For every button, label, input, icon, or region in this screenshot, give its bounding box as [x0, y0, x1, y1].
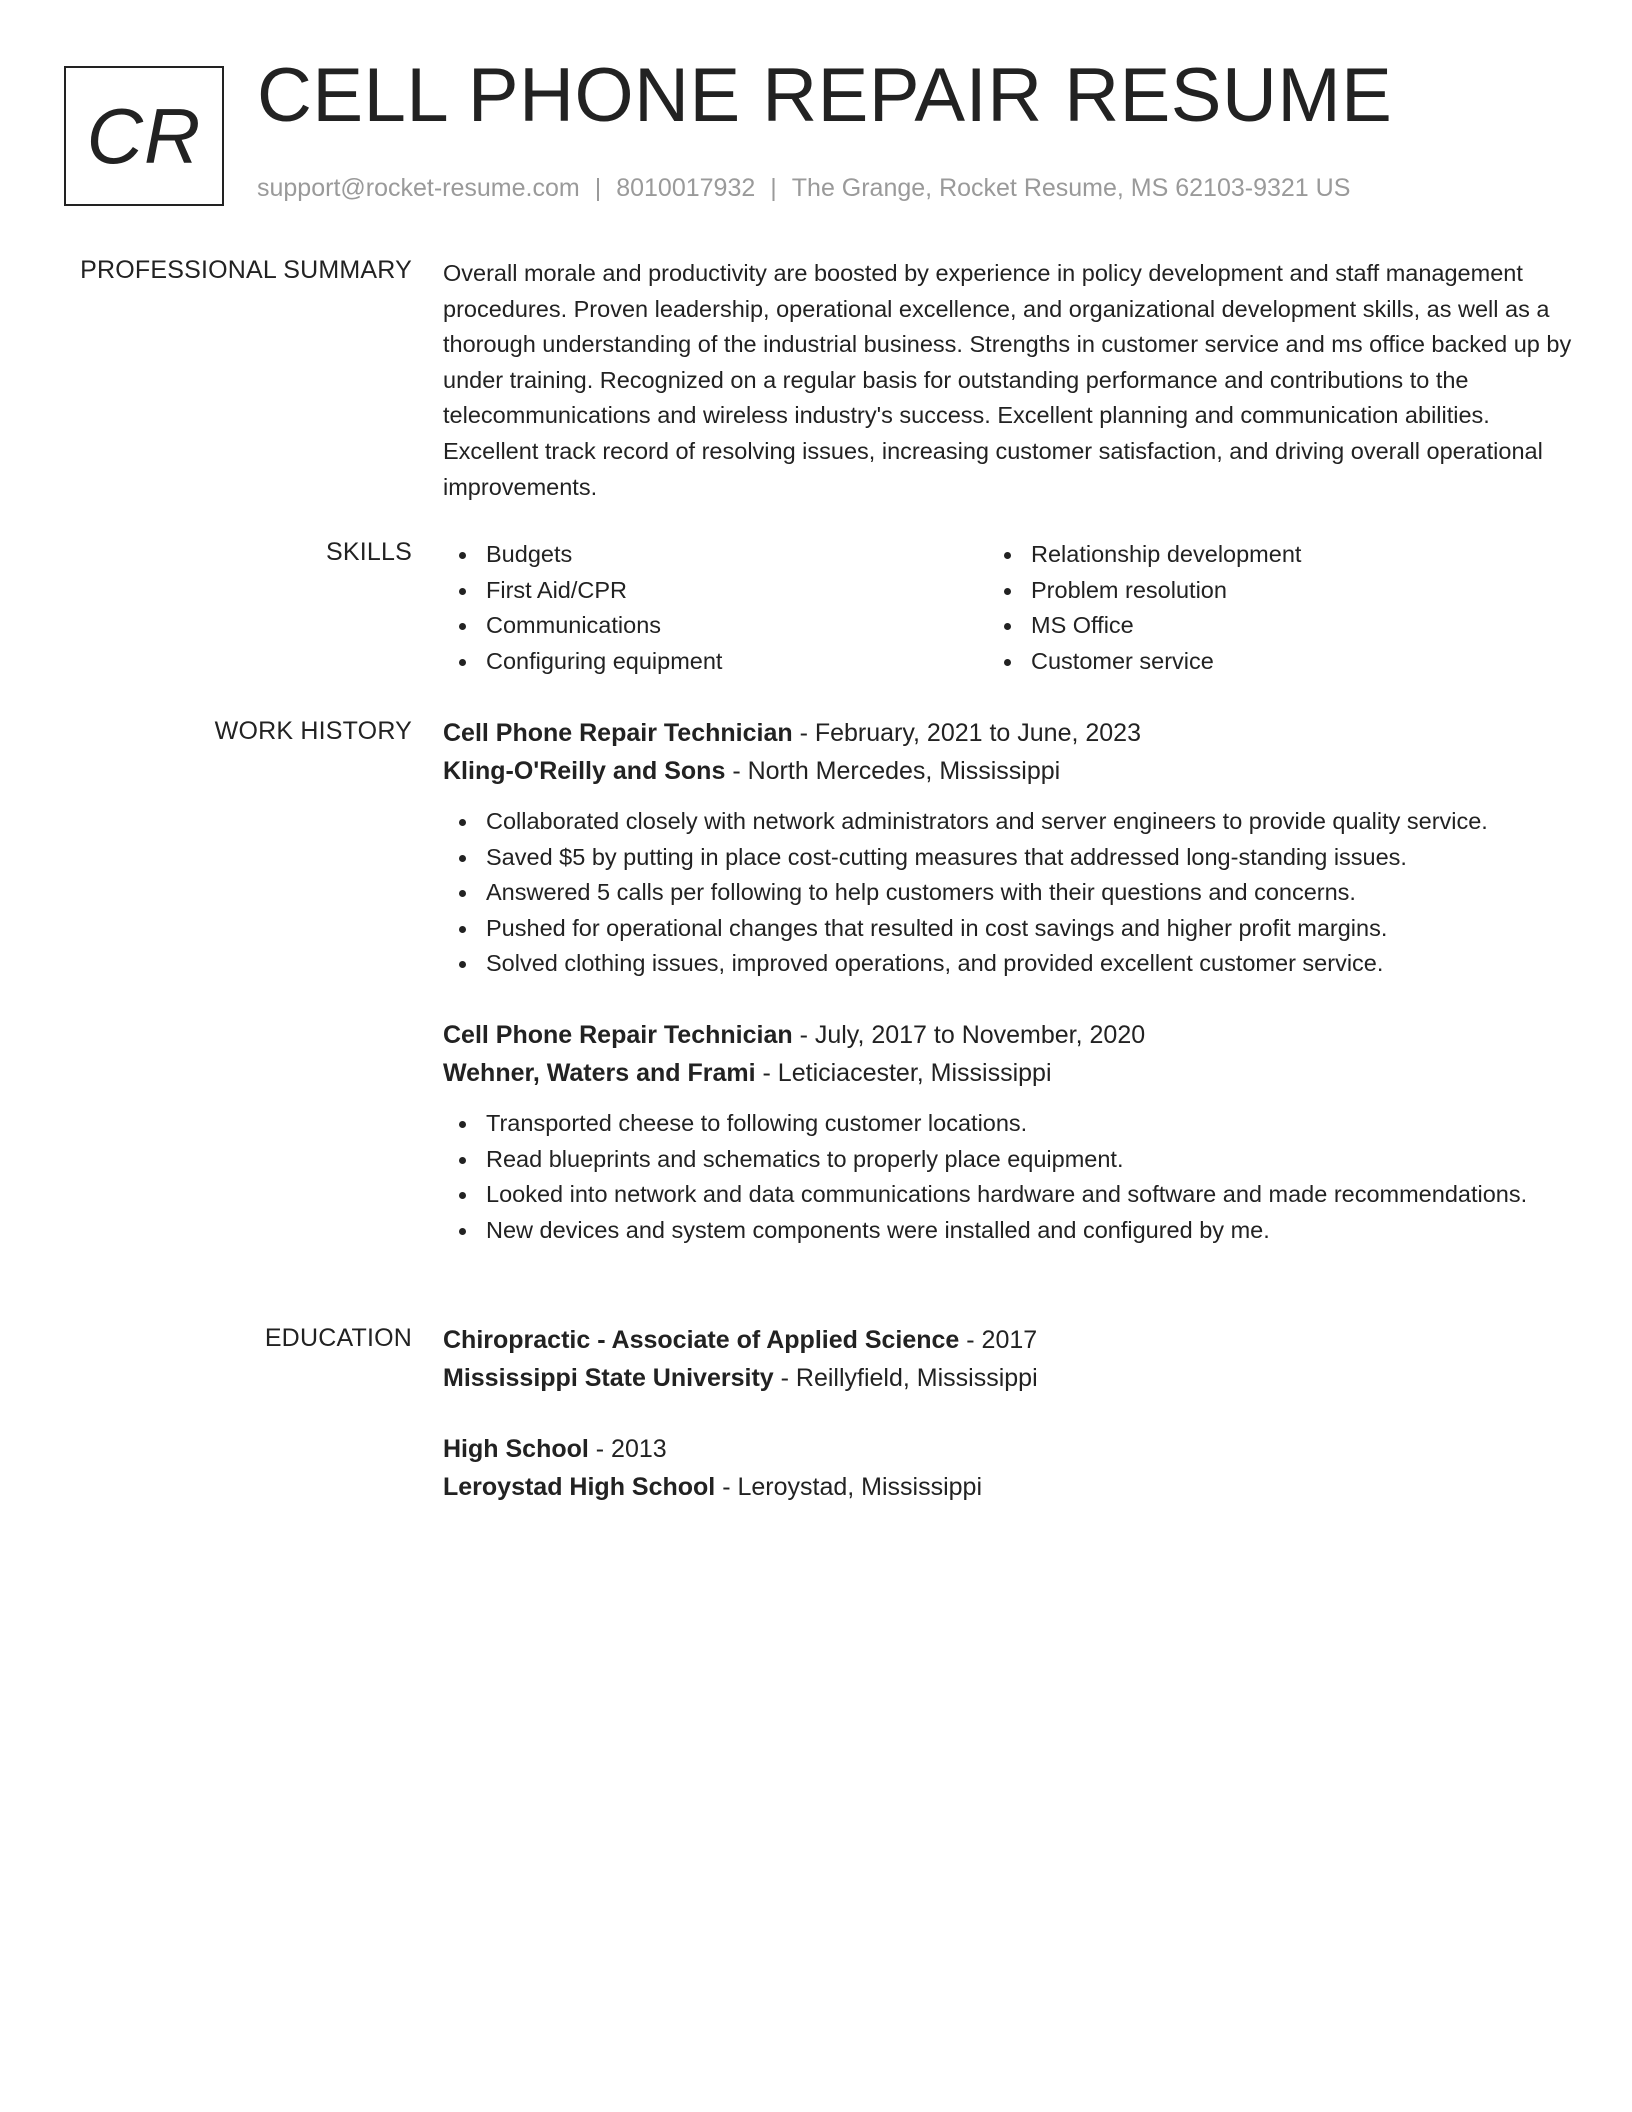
job-location: - North Mercedes, Mississippi	[725, 757, 1061, 785]
school-line	[443, 1468, 1573, 1506]
skills-column-left	[443, 537, 988, 679]
summary-heading: PROFESSIONAL SUMMARY	[80, 256, 412, 284]
bullet-dot	[459, 588, 466, 595]
job-duty	[443, 1106, 1573, 1142]
bullet-dot	[459, 890, 466, 897]
summary-section	[443, 256, 1573, 505]
bullet-dot	[459, 552, 466, 559]
job-duty-text: Collaborated closely with network administrators and server engineers to provide quality service.	[486, 808, 1488, 834]
job-duties-list	[443, 804, 1573, 982]
job-duty	[443, 946, 1573, 982]
job-dates: - July, 2017 to November, 2020	[792, 1020, 1146, 1049]
job-location: - Leticiacester, Mississippi	[755, 1058, 1052, 1087]
job-title: Cell Phone Repair Technician	[443, 1020, 793, 1049]
education-entry	[443, 1430, 1573, 1506]
job-company: Wehner, Waters and Frami	[443, 1058, 756, 1087]
degree-line	[443, 1321, 1573, 1359]
degree-year: - 2017	[959, 1326, 1038, 1354]
bullet-dot	[1004, 588, 1011, 595]
bullet-dot	[459, 1121, 466, 1128]
skill-item-text: Budgets	[486, 541, 573, 567]
bullet-dot	[459, 1192, 466, 1199]
job-duty	[443, 911, 1573, 947]
bullet-dot	[459, 659, 466, 666]
skill-item	[443, 573, 988, 609]
skill-item	[988, 644, 1533, 680]
school-location: - Reillyfield, Mississippi	[773, 1364, 1038, 1392]
contact-line	[257, 174, 1350, 203]
job-dates: - February, 2021 to June, 2023	[792, 719, 1141, 747]
school-location: - Leroystad, Mississippi	[715, 1473, 983, 1501]
monogram-logo: CR	[64, 66, 224, 206]
job-duty	[443, 840, 1573, 876]
skill-item	[443, 537, 988, 573]
job-duty-text: Looked into network and data communications hardware and software and made recommendations.	[486, 1181, 1528, 1208]
job-title-line	[443, 714, 1573, 752]
bullet-dot	[459, 819, 466, 826]
work-history-section	[443, 714, 1573, 1282]
skill-item-text: Problem resolution	[1031, 576, 1227, 603]
job-duty-text: Answered 5 calls per following to help customers with their questions and concerns.	[486, 879, 1356, 906]
contact-address: The Grange, Rocket Resume, MS 62103-9321 US	[791, 174, 1351, 202]
skill-item-text: Relationship development	[1031, 541, 1302, 567]
job-company: Kling-O'Reilly and Sons	[443, 757, 726, 785]
skill-item-text: MS Office	[1031, 612, 1134, 639]
contact-email: support@rocket-resume.com	[257, 174, 580, 202]
job-title-line	[443, 1016, 1573, 1054]
job-duty	[443, 1142, 1573, 1178]
skill-item	[443, 608, 988, 644]
skills-section	[443, 537, 1573, 679]
job-duty-text: Pushed for operational changes that resulted in cost savings and higher profit margins.	[486, 914, 1388, 941]
job-duty-text: Solved clothing issues, improved operations, and provided excellent customer service.	[486, 950, 1384, 977]
job-title: Cell Phone Repair Technician	[443, 719, 793, 747]
education-section	[443, 1321, 1573, 1539]
bullet-dot	[1004, 659, 1011, 666]
degree-name: High School	[443, 1435, 589, 1463]
contact-separator: |	[770, 174, 777, 202]
education-heading: EDUCATION	[264, 1324, 412, 1352]
contact-phone: 8010017932	[616, 174, 756, 202]
skill-item-text: Communications	[486, 612, 662, 639]
skill-item-text: First Aid/CPR	[486, 576, 628, 603]
job-duty	[443, 875, 1573, 911]
skill-item	[988, 537, 1533, 573]
bullet-dot	[459, 1157, 466, 1164]
job-duty	[443, 1177, 1573, 1213]
skill-item	[988, 608, 1533, 644]
education-entry	[443, 1321, 1573, 1397]
skill-item	[988, 573, 1533, 609]
job-duty	[443, 804, 1573, 840]
bullet-dot	[459, 926, 466, 933]
job-entry	[443, 1016, 1573, 1248]
job-entry	[443, 714, 1573, 982]
contact-separator: |	[594, 174, 602, 202]
skill-item	[443, 644, 988, 680]
school-line	[443, 1359, 1573, 1397]
degree-name: Chiropractic - Associate of Applied Science	[443, 1326, 960, 1354]
resume-title: CELL PHONE REPAIR RESUME	[257, 53, 1393, 138]
bullet-dot	[1004, 552, 1011, 559]
job-duty-text: Read blueprints and schematics to properly place equipment.	[486, 1145, 1124, 1172]
work-history-heading: WORK HISTORY	[214, 717, 412, 745]
skill-item-text: Customer service	[1031, 647, 1214, 674]
job-duty-text: Saved $5 by putting in place cost-cutting measures that addressed long-standing issues.	[486, 843, 1407, 870]
bullet-dot	[459, 961, 466, 968]
job-duties-list	[443, 1106, 1573, 1248]
bullet-dot	[459, 855, 466, 862]
school-name: Leroystad High School	[443, 1473, 716, 1501]
job-duty-text: Transported cheese to following customer locations.	[486, 1109, 1028, 1136]
skills-column-right	[988, 537, 1533, 679]
job-company-line	[443, 1054, 1573, 1092]
job-company-line	[443, 752, 1573, 790]
bullet-dot	[459, 1228, 466, 1235]
skill-item-text: Configuring equipment	[486, 647, 723, 674]
degree-line	[443, 1430, 1573, 1468]
skills-heading: SKILLS	[326, 538, 412, 566]
job-duty	[443, 1213, 1573, 1249]
bullet-dot	[1004, 623, 1011, 630]
summary-text: Overall morale and productivity are boosted by experience in policy development and staff management procedures. Proven leadership, operational excellence, and organizational development skills, as well as a thorough understanding of the industrial business. Strengths in customer service and ms office backed up by under training. Recognized on a regular basis for outstanding performance and contributions to the telecommunications and wireless industry's success. Excellent planning and communication abilities. Excellent track record of resolving issues, increasing customer satisfaction, and driving overall operational improvements.	[443, 260, 1572, 500]
bullet-dot	[459, 623, 466, 630]
degree-year: - 2013	[588, 1435, 667, 1463]
school-name: Mississippi State University	[443, 1364, 774, 1392]
job-duty-text: New devices and system components were installed and configured by me.	[486, 1216, 1270, 1243]
skills-columns	[443, 537, 1573, 679]
